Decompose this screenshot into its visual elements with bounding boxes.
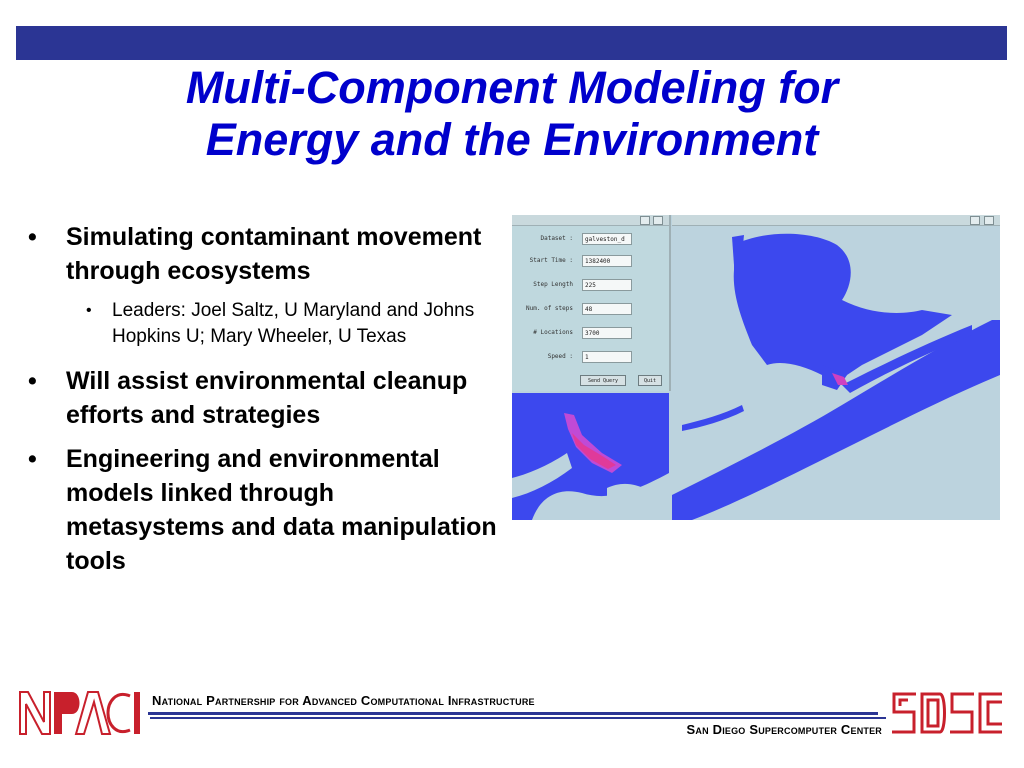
form-label: Start Time : xyxy=(529,257,573,264)
bullet-text: Engineering and environmental models linked through metasystems and data manipulation tools xyxy=(66,445,497,575)
locations-field: 3700 xyxy=(582,327,632,339)
title-line-1: Multi-Component Modeling for xyxy=(185,62,839,113)
bullet-item xyxy=(28,442,498,578)
form-label: Step Length xyxy=(533,281,573,288)
form-label: Dataset : xyxy=(540,235,573,242)
partnership-label: National Partnership for Advanced Computational Infrastructure xyxy=(152,693,535,708)
sub-bullet-item xyxy=(28,298,498,350)
sub-bullet-text: Leaders: Joel Saltz, U Maryland and Johns Hopkins U; Mary Wheeler, U Texas xyxy=(112,300,475,347)
form-label: Num. of steps xyxy=(526,305,573,312)
send-query-button: Send Query xyxy=(580,375,626,386)
bay-map-graphic xyxy=(672,225,1000,520)
dataset-field: galveston_d xyxy=(582,233,632,245)
window-titlebar xyxy=(512,215,669,226)
query-form-window xyxy=(512,215,671,391)
bay-map-window xyxy=(672,215,1000,520)
maximize-icon xyxy=(984,216,994,225)
bullet-marker: • xyxy=(28,367,37,395)
footer-divider xyxy=(150,717,886,719)
quit-button: Quit xyxy=(638,375,662,386)
start-time-field: 1382400 xyxy=(582,255,632,267)
simulation-screenshot xyxy=(512,215,1000,520)
zoom-map-graphic xyxy=(512,393,669,520)
bullet-item xyxy=(28,364,498,432)
form-row-num-steps xyxy=(518,303,668,317)
zoom-map-view xyxy=(512,393,669,520)
bullet-text: Will assist environmental cleanup efforts and strategies xyxy=(66,367,468,429)
form-row-speed xyxy=(518,351,668,365)
slide-title xyxy=(0,62,1024,166)
bullet-text: Simulating contaminant movement through ecosystems xyxy=(66,223,482,285)
sub-bullet-marker: • xyxy=(86,302,92,319)
minimize-icon xyxy=(640,216,650,225)
maximize-icon xyxy=(653,216,663,225)
bullet-list xyxy=(28,220,498,588)
form-row-start-time xyxy=(518,255,668,269)
center-label: San Diego Supercomputer Center xyxy=(686,722,882,737)
form-label: # Locations xyxy=(533,329,573,336)
form-row-step-length xyxy=(518,279,668,293)
form-label: Speed : xyxy=(547,353,573,360)
npaci-logo xyxy=(18,688,144,738)
minimize-icon xyxy=(970,216,980,225)
speed-field: 1 xyxy=(582,351,632,363)
footer-divider xyxy=(148,712,878,715)
bullet-marker: • xyxy=(28,223,37,251)
step-length-field: 225 xyxy=(582,279,632,291)
header-bar xyxy=(16,26,1007,60)
bullet-item xyxy=(28,220,498,288)
form-row-dataset xyxy=(518,233,668,247)
bullet-marker: • xyxy=(28,445,37,473)
title-line-2: Energy and the Environment xyxy=(205,114,819,165)
num-steps-field: 48 xyxy=(582,303,632,315)
form-row-locations xyxy=(518,327,668,341)
sdsc-logo xyxy=(890,690,1006,736)
